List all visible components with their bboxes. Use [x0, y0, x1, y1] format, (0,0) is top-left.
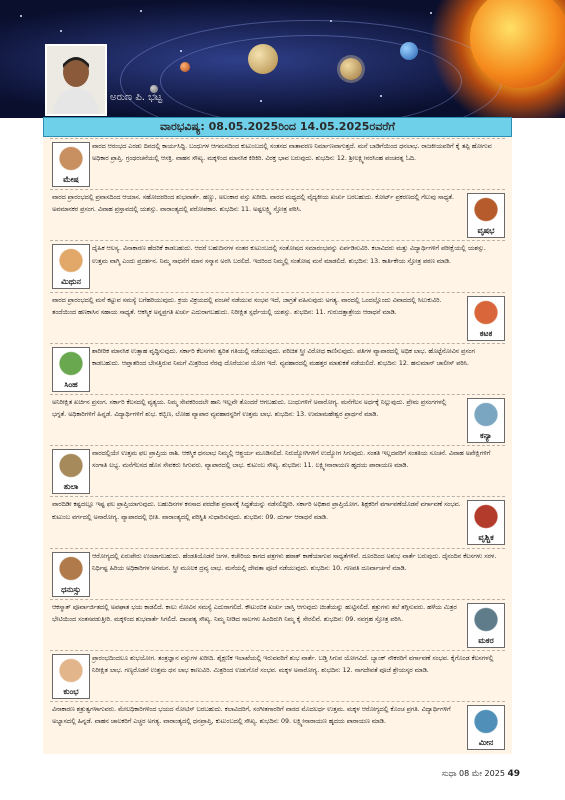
page-title: ವಾರಭವಿಷ್ಯ: 08.05.2025ರಿಂದ 14.05.2025ರವರೆಗೆ: [43, 117, 512, 137]
crab-icon: [467, 296, 505, 341]
sign-prediction: ವಿನಾಕಾರಣ ಶತ್ರುತ್ವಗಳಾಗುವರು. ಮೇಲಧಿಕಾರಿಗಳಿಂದ ಭಯದ ನೋಟಿಸ್ ಬರಬಹುದು. ಕಲಾವಿದರಿಗೆ, ಸಂಗೀತಗಾರರಿಗೆ ವಾರದ ಮೊದಲರ್ಧ ಉತ್ತಮ. ಮಕ್ಕಳ ಆರೋಗ್ಯದಲ್ಲಿ ಕೊಂಚ ಪ್ರಗತಿ. ವಿದ್ಯಾರ್ಥಿಗಳಿಗೆ ಅಭ್ಯಾಸದಲ್ಲಿ ಹಿನ್ನಡೆ. ವಾಹನ ಚಾಲಕರಿಗೆ ಎಚ್ಚರ ಅಗತ್ಯ. ವಾರಾಂತ್ಯದಲ್ಲಿ ಧನಪ್ರಾಪ್ತಿ, ಕುಟುಂಬದಲ್ಲಿ ಸೌಖ್ಯ. ಶುಭದಿನ: 09. ಲಕ್ಷ್ಮೀನಾರಾಯಣ ಹೃದಯ ಪಾರಾಯಣ ಮಾಡಿ.: [52, 706, 451, 726]
crocodile-icon: [467, 603, 505, 648]
sign-name: ಸಿಂಹ: [64, 379, 78, 389]
sign-prediction: ವಾರದಲ್ಲಿಯೇ ಉತ್ತಮ ಫಲ ಪ್ರಾಪ್ತಿಯ ರಾಶಿ. ಆಕಸ್ಮಿಕ ಧನಲಾಭ ನಿಮ್ಮಲ್ಲಿ ಆಶ್ಚರ್ಯ ಮೂಡಿಸಲಿದೆ. ನಿರುದ್ಯೋಗಿಗಳಿಗೆ ಉದ್ಯೋಗ ಸಿಗುವುದು. ಸಂತತಿ ಇಲ್ಲದವರಿಗೆ ಸಂತತಿಯ ಸೂಚನೆ. ವಿವಾಹ ಅಪೇಕ್ಷಿಗಳಿಗೆ ಸಂಗಾತಿ ಲಭ್ಯ. ಮನೆಗೆಲಸದ ಹೊಸ ಸೇವಕರು ಸಿಗುವರು. ವ್ಯಾಪಾರದಲ್ಲಿ ಲಾಭ. ಕುಟುಂಬ ಸೌಖ್ಯ. ಶುಭದಿನ: 11. ಲಕ್ಷ್ಮೀನಾರಾಯಣ ಹೃದಯ ಪಾರಾಯಣ ಮಾಡಿ.: [92, 450, 491, 470]
twins-icon: [52, 244, 90, 289]
ram-icon: [52, 142, 90, 187]
sign-prediction: ದೈಹಿಕ ಆಲಸ್ಯ. ವಿನಾಕಾರಣ ಹೆದರಿಕೆ ಕಾಡಬಹುದು. ಆದರೆ ಬಹುದಿನಗಳ ನಂತರ ಕುಟುಂಬದಲ್ಲಿ ಸಂತೋಷದ ಸಮಾರಂಭವನ್ನು ಏರ್ಪಡಿಸುವಿರಿ. ಕಲಾವಿದರು ಮತ್ತು ವಿದ್ಯಾರ್ಥಿಗಳಿಗೆ ಪರೀಕ್ಷೆಯಲ್ಲಿ ಯಶಸ್ಸು. ಉತ್ತಮ ವಾಗ್ಮಿ ಎಂದು ಪ್ರದರ್ಶನ. ನಿಮ್ಮ ಸಾಧನೆಗೆ ಮಾನ ಸನ್ಮಾನ ಅರಸಿ ಬರಲಿದೆ. ಇದರಿಂದ ನಿಮ್ಮಲ್ಲಿ ಸಂತೋಷ ಮನೆ ಮಾಡಲಿದೆ. ಶುಭದಿನ: 13. ಕಾರ್ತಿಕೇಯ ಸ್ತೋತ್ರ ಪಠಣ ಮಾಡಿ.: [92, 245, 486, 265]
sign-illustration: [56, 452, 86, 479]
sign-entry: [50, 548, 505, 600]
archer-icon: [52, 552, 90, 597]
sign-illustration: [471, 606, 501, 633]
sign-name: ಮಕರ: [478, 635, 494, 645]
author-name: ಅರುಣ ಪಿ. ಭಟ್ಟ: [110, 92, 163, 103]
sign-illustration: [471, 299, 501, 326]
sign-name: ಮಿಥುನ: [61, 277, 81, 287]
sign-entry: [50, 701, 505, 753]
fish-icon: [467, 705, 505, 750]
sign-entry: [50, 394, 505, 446]
planet-icon: [248, 44, 278, 74]
sign-illustration: [56, 145, 86, 172]
sign-entry: [50, 343, 505, 395]
sign-name: ವೃಷಭ: [477, 226, 495, 236]
sign-name: ಕುಂಭ: [63, 687, 79, 696]
sign-entry: [50, 189, 505, 241]
sign-prediction: ಆರೋಗ್ಯದಲ್ಲಿ ಏರುಪೇರು ಉಂಟಾಗಬಹುದು. ಹೆಂಡತಿಯೊಡನೆ ಜಗಳ. ಕಚೇರಿಯ ಕಾಗದ ಪತ್ರಗಳು ಹಠಾತ್ ಕಾಣೆಯಾಗುವ ಸಾಧ್ಯತೆಗಳಿವೆ. ದೂರದಿಂದ ಅಶುಭ ವಾರ್ತೆ ಬರುವುದು. ದೈನಂದಿನ ಕೆಲಸಗಳು ಸರಳ. ನಿರ್ಧಿಷ್ಟ ಹಿರಿಯ ಅಧಿಕಾರಿಗಳ ಅಗಮನ. ಸ್ತ್ರೀ ಮೂಲಕ ದ್ರವ್ಯ ಲಾಭ. ಮನೆಯಲ್ಲಿ ದೇವತಾ ಪೂಜೆ ನಡೆಯುವುದು. ಶುಭದಿನ: 10. ಗಣಪತಿ ದೂರ್ವಾರ್ಚನೆ ಮಾಡಿ.: [92, 552, 497, 572]
sign-prediction: ವಾರದ ಆರಂಭದ ಎರಡು ದಿನದಲ್ಲಿ ಕಾರ್ಯಸಿದ್ಧಿ. ಬಂಧುಗಳ ಆಗಮನದಿಂದ ಕುಟುಂಬದಲ್ಲಿ ಸಂತಸದ ವಾತಾವರಣ ನಿರ್ಮಾಣವಾಗುತ್ತದೆ. ಮನೆ ಬಾಡಿಗೆಯಿಂದ ಧನಲಾಭ. ರಾಜಕೀಯವರಿಗೆ ಕೈ ತಪ್ಪಿ ಹೋಗುವ ಅಧಿಕಾರ ಪ್ರಾಪ್ತಿ. ಗ್ರಂಥರಚನೆಯಲ್ಲಿ ಆಸಕ್ತಿ. ವಾಹನ ಸೌಖ್ಯ. ಮಕ್ಕಳಿಂದ ಮಾನಸಿಕ ಕಿರಿಕಿರಿ. ವಿರಕ್ತ ಭಾವ ಬರುವುದು. ಶುಭದಿನ: 12. ಶ್ರೀಲಕ್ಷ್ಮೀನರಸಿಂಹ ಪಂಚರತ್ನ ಓದಿ.: [92, 143, 492, 163]
planet-icon: [400, 42, 418, 60]
sign-entry: [50, 240, 505, 292]
sign-entry: [50, 138, 505, 190]
sign-illustration: [56, 350, 86, 377]
sign-illustration: [471, 401, 501, 428]
sign-name: ಕಟಕ: [479, 328, 493, 338]
sign-prediction: ಶಾರೀರಿಕ ಮಾನಸಿಕ ಉತ್ಸಾಹ ವೃದ್ಧಿಸುವುದು. ಸರ್ಕಾರಿ ಕೆಲಸಗಳು ತ್ವರಿತ ಗತಿಯಲ್ಲಿ ನಡೆಯುವುದು. ಪರಿಚಿತ ಸ್ತ್ರೀ ವಿರೋಧ ಕಾಣಿಸುವುದು. ಪತಿಗಳ ವ್ಯಾಪಾರದಲ್ಲಿ ಅಧಿಕ ಲಾಭ. ಹೊಟ್ಟೆನೋವಿನ ಪ್ರಸಂಗ ಕಾಡಬಹುದು. ಆಪ್ತಾತರಿಂದ ಬೇಸತ್ತಿರುವ ನಿಮಗೆ ಮಿತ್ರರಿಂದ ನೆರವು ದೊರೆಯುವ ಯೋಗ ಇದೆ. ವ್ಯವಹಾರದಲ್ಲಿ ಮಹತ್ತರ ಮಾತುಕತೆ ನಡೆಯಲಿದೆ. ಶುಭದಿನ: 12. ಹನುಮಾನ್ ಚಾಲೀಸ್ ಪಠಿಸಿ.: [92, 347, 475, 367]
sign-prediction: ಪ್ರಾರಂಭದಿಂದಲೂ ಶುಭಯೋಗ. ತಂತ್ರಜ್ಞಾನ ವಸ್ತುಗಳ ಖರೀದಿ. ಶೈಕ್ಷಣಿಕ ಇಲಾಖೆಯಲ್ಲಿ ಇರುವವರಿಗೆ ಶುಭ ವಾರ್ತೆ. ಬಡ್ತಿ ಸಿಗುವ ಯೋಗವಿದೆ. ಬ್ಯಾಂಕ್ ನೌಕರರಿಗೆ ವರ್ಗಾವಣೆ ಸಂಭವ. ಕೈಗೊಂಡ ಕೆಲಸಗಳಲ್ಲಿ ನಿರೀಕ್ಷಿತ ಲಾಭ. ಗಣ್ಯರೊಡನೆ ಉತ್ತಮ ಧನ ಲಾಭ ಕಾಣುವಿರಿ. ಮಿತ್ರರಿಂದ ಉಡುಗೊರೆ ಸಂಭವ. ಮಕ್ಕಳ ಅನಾರೋಗ್ಯ. ಶುಭದಿನ: 12. ನಾಗದೇವತೆ ಪೂಜೆ ಶ್ರೇಯಸ್ಕರ ಮಾಡಿ.: [92, 655, 494, 675]
sign-prediction: ವಾರದ ಪ್ರಾರಂಭದಲ್ಲಿ ಮನೆ ಕಟ್ಟುವ ಸಮಸ್ಯೆ ಬಗೆಹರಿಯುವುದು. ಕ್ರಯ ವಿಕ್ರಯದಲ್ಲಿ ವಂಚನೆ ನಡೆಯುವ ಸಂಭವ ಇದೆ, ಜಾಗ್ರತೆ ವಹಿಸುವುದು ಅಗತ್ಯ. ವಾರದಲ್ಲಿ ಒಂದಲ್ಲೊಂದು ವಿವಾದದಲ್ಲಿ ಸಿಲುಕುವಿರಿ. ತಂದೆಯಿಂದ ಹಣಕಾಸಿನ ಸಹಾಯ ಸಾಧ್ಯತೆ. ಆಕಸ್ಮಿಕ ಅನ್ನಪ್ರಗತಿ ಖರ್ಚು ಎದುರಾಗಬಹುದು. ನಿರೀಕ್ಷಿತ ಸ್ಪರ್ಧೆಯಲ್ಲಿ ಯಶಸ್ಸು. ಶುಭದಿನ: 11. ಗುರುದತ್ತಾತ್ರೇಯ ಆರಾಧನೆ ಮಾಡಿ.: [52, 296, 442, 316]
sign-illustration: [471, 708, 501, 735]
page-number: 49: [507, 769, 520, 779]
bull-icon: [467, 193, 505, 238]
page-footer: [442, 769, 520, 779]
sign-illustration: [471, 503, 501, 530]
sign-name: ವೃಶ್ಚಿಕ: [478, 533, 494, 543]
sign-illustration: [56, 555, 86, 582]
sign-entry: [50, 650, 505, 702]
water-bearer-icon: [52, 654, 90, 699]
sign-prediction: ಅನಿರೀಕ್ಷಿತ ಖರ್ಚಿನ ಪ್ರಸಂಗ. ಸರ್ಕಾರಿ ಕೆಲಸದಲ್ಲಿ ವ್ಯತ್ಯಯ. ನಿಮ್ಮ ಸೇವಕರಿಂದಲೇ ಹಾನಿ ಇಲ್ಲವೇ ತೊಂದರೆ ಆಗಬಹುದು. ಬಂಧುಗಳಿಗೆ ಅನಾರೋಗ್ಯ. ಮನೆಗೆಲಸ ಅರ್ಧಕ್ಕೆ ನಿಲ್ಲುವುದು. ಪ್ರೇಮ ಪ್ರಸಂಗಗಳಲ್ಲಿ ಭಗ್ನತೆ. ಅಧಿಕಾರಿಗಳಿಗೆ ಹಿನ್ನಡೆ. ವಿದ್ಯಾರ್ಥಿಗಳಿಗೆ ಶುಭ. ಕಬ್ಬಿಣ, ಲೋಹ ವ್ಯಾಪಾರ ವ್ಯವಹಾರಸ್ಥರಿಗೆ ಉತ್ತಮ ಲಾಭ. ಶುಭದಿನ: 13. ಉಮಾಮಹೇಶ್ವರ ಪ್ರಾರ್ಥನೆ ಮಾಡಿ.: [52, 399, 447, 419]
sign-name: ಕನ್ಯಾ: [480, 431, 492, 440]
ringed-planet-icon: [340, 58, 362, 80]
sign-name: ಮೇಷ: [63, 175, 79, 184]
sign-entry: [50, 599, 505, 651]
sign-entry: [50, 292, 505, 344]
sign-illustration: [56, 657, 86, 684]
sign-entry: [50, 445, 505, 497]
author-photo: [45, 44, 107, 116]
planet-icon: [180, 62, 190, 72]
sign-prediction: ಆಕಸ್ಮಾತ್ ಪೂರ್ವಾರ್ಜಿತದಲ್ಲಿ ಅಪಘಾತ ಭಯ ಕಾಡಲಿದೆ. ಕಾಲು ನೋವಿನ ಸಮಸ್ಯೆ ಎದುರಾಗಲಿದೆ. ಕೌಟುಂಬಿಕ ಖರ್ಚು ಜಾಸ್ತಿ ಆಗುವುದು ಚಿಂತೆಯನ್ನು ಹುಟ್ಟಿಸಲಿದೆ. ಶತ್ರುಗಳು ತಲೆ ತಗ್ಗಿಸುವರು. ಹಳೆಯ ಮಿತ್ರರ ಭೇಟಿಯಿಂದ ಸಂತಸಪಡುತ್ತೀರಿ. ಮಕ್ಕಳಿಂದ ಶುಭವಾರ್ತೆ ಸಿಗಲಿದೆ. ದಾಂಪತ್ಯ ಸೌಖ್ಯ. ನಿಮ್ಮ ನೀಡಿದ ಸಾಲಗಳು ಹಿಂದಿರುಗಿ ನಿಮ್ಮ ಕೈ ಸೇರಲಿವೆ. ಶುಭದಿನ: 09. ನವಗ್ರಹ ಸ್ತೋತ್ರ ಪಠಿಸಿ.: [52, 603, 457, 623]
sign-illustration: [471, 196, 501, 223]
sign-name: ತುಲಾ: [63, 482, 79, 492]
maiden-icon: [467, 398, 505, 443]
sign-illustration: [56, 247, 86, 274]
sign-prediction: ವಾರದಿಡೀ ಕಷ್ಟದಲ್ಲೂ ಇಷ್ಟ ಫಲ ಪ್ರಾಪ್ತಿಯಾಗುವುದು. ಬಹುದಿನಗಳ ಕನಸಾದ ಪರದೇಶ ಪ್ರವಾಸಕ್ಕೆ ಸಿದ್ಧತೆಯನ್ನು ನಡೆಸಲಿದ್ದೀರಿ. ಸರ್ಕಾರಿ ಅಧಿಕಾರ ಪ್ರಾಪ್ತಿಯೋಗ. ಶಿಕ್ಷಕರಿಗೆ ವರ್ಗಾವಣೆಯೊಡನೆ ವರ್ಗಾವಣೆ ಸಂಭವ. ಕುಟುಂಬ ವರ್ಗದಲ್ಲಿ ಅನಾರೋಗ್ಯ. ವ್ಯಾಪಾರದಲ್ಲಿ ಭೀತಿ. ವಾರಾಂತ್ಯದಲ್ಲಿ ಪರಿಸ್ಥಿತಿ ಸುಧಾರಿಸುವುದು. ಶುಭದಿನ: 09. ದುರ್ಗಾ ಆರಾಧನೆ ಮಾಡಿ.: [52, 501, 461, 521]
sign-prediction: ವಾರದ ಪ್ರಾರಂಭದಲ್ಲಿ ಪ್ರವಾಸದಿಂದ ಆಯಾಸ. ಸಹೋದರರಿಂದ ಶುಭವಾರ್ತೆ. ಹಣ್ಣು, ಅಲಂಕಾರ ವಸ್ತು ಖರೀದಿ. ವಾರದ ಮಧ್ಯದಲ್ಲಿ ವೈದ್ಯಕೀಯ ಖರ್ಚು ಬರಬಹುದು. ಕೋರ್ಟ್ ಪ್ರಕರಣದಲ್ಲಿ ಗೆಲುವು ಸಾಧ್ಯತೆ. ಅವಮಾನಕರ ಪ್ರಸಂಗ. ವಿವಾಹ ಪ್ರಸ್ತಾವದಲ್ಲಿ ಯಶಸ್ಸು. ವಾರಾಂತ್ಯದಲ್ಲಿ ಪರೋಪಕಾರ. ಶುಭದಿನ: 11. ಅಷ್ಟಲಕ್ಷ್ಮಿ ಸ್ತೋತ್ರ ಪಠಿಸಿ.: [52, 194, 455, 214]
sign-entry: [50, 496, 505, 548]
lion-icon: [52, 347, 90, 392]
issue-label: ಸುಧಾ 08 ಮೇ 2025: [441, 769, 505, 778]
scorpion-icon: [467, 500, 505, 545]
scales-icon: [52, 449, 90, 494]
sign-name: ಮೀನ: [478, 738, 494, 748]
sign-name: ಧನುಸ್ಸು: [61, 584, 81, 594]
